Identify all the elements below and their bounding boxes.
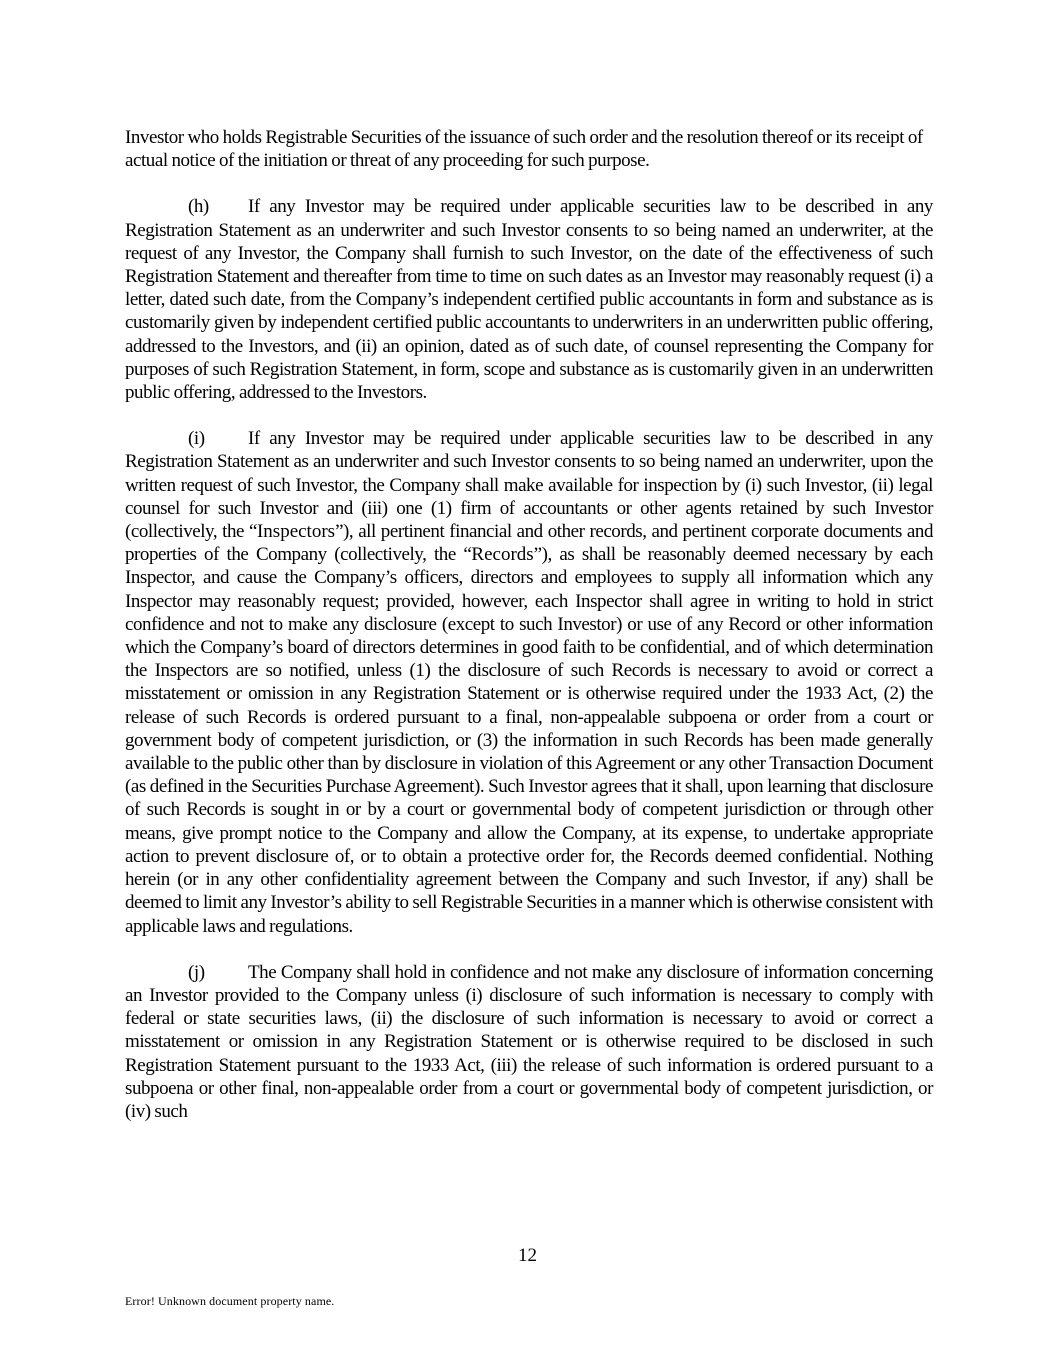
paragraph-text: If any Investor may be required under applicable securities law to be described in any Registration Statement as an underwriter and such Investor consents to so being named an underwriter, at the request of any Investor, the Company shall furnish to such Investor, on the date of the effectiveness of such Registration Statement and thereafter from time to time on such dates as an Investor may reasonably request (i) a letter, dated such date, from the Company’s independent certified public accountants in form and substance as is customarily given by independent certified public accountants to underwriters in an underwritten public offering, addressed to the Investors, and (ii) an opinion, dated as of such date, of counsel representing the Company for purposes of such Registration Statement, in form, scope and substance as is customarily given in an underwritten public offering, addressed to the Investors.: [125, 196, 933, 404]
paragraph-j: [125, 961, 933, 1123]
paragraph-h: [125, 195, 933, 404]
paragraph-i: [125, 427, 933, 937]
paragraph-continuation: [125, 126, 933, 172]
defined-term-records: Records: [471, 544, 534, 566]
defined-term-inspectors: Inspectors: [256, 521, 336, 543]
paragraph-label: (h): [188, 196, 209, 218]
paragraph-label: (i): [188, 428, 205, 450]
document-body: [125, 126, 933, 1123]
footer-note: Error! Unknown document property name.: [125, 1294, 335, 1308]
paragraph-text-part-1: If any Investor may be required under applicable securities law to be described in any Registration Statement as an underwriter and such Investor consents to so being named an underwriter, upon the written request of such Investor, the Company shall make available for inspection by (i) such Investor, (ii) legal counsel for such Investor and (iii) one (1) firm of accountants or other agents retained by such Investor (collectively, the “: [125, 428, 933, 543]
paragraph-text: Investor who holds Registrable Securities of the issuance of such order and the resolution thereof or its receipt of actual notice of the initiation or threat of any proceeding for such purpose.: [125, 127, 923, 172]
paragraph-text: The Company shall hold in confidence and not make any disclosure of information concerning an Investor provided to the Company unless (i) disclosure of such information is necessary to comply with federal or state securities laws, (ii) the disclosure of such information is necessary to avoid or correct a misstatement or omission in any Registration Statement or is otherwise required to be disclosed in such Registration Statement pursuant to the 1933 Act, (iii) the release of such information is ordered pursuant to a subpoena or other final, non-appealable order from a court or governmental body of competent jurisdiction, or (iv) such: [125, 961, 933, 1122]
paragraph-label: (j): [188, 961, 205, 983]
paragraph-text-part-3: ”), as shall be reasonably deemed necessary by each Inspector, and cause the Company’s officers, directors and employees to supply all information which any Inspector may reasonably request; provided, however, each Inspector shall agree in writing to hold in strict confidence and not to make any disclosure (except to such Investor) or use of any Record or other information which the Company’s board of directors determines in good faith to be confidential, and of which determination the Inspectors are so notified, unless (1) the disclosure of such Records is necessary to avoid or correct a misstatement or omission in any Registration Statement or is otherwise required under the 1933 Act, (2) the release of such Records is ordered pursuant to a final, non-appealable subpoena or order from a court or government body of competent jurisdiction, or (3) the information in such Records has been made generally available to the public other than by disclosure in violation of this Agreement or any other Transaction Document (as defined in the Securities Purchase Agreement). Such Investor agrees that it shall, upon learning that disclosure of such Records is sought in or by a court or governmental body of competent jurisdiction or through other means, give prompt notice to the Company and allow the Company, at its expense, to undertake appropriate action to prevent disclosure of, or to obtain a protective order for, the Records deemed confidential. Nothing herein (or in any other confidentiality agreement between the Company and such Investor, if any) shall be deemed to limit any Investor’s ability to sell Registrable Securities in a manner which is otherwise consistent with applicable laws and regulations.: [125, 544, 934, 937]
paragraph-text-part-2: ”), all pertinent financial and other records, and pertinent corporate documents and properties of the Company (collectively, the “: [125, 521, 933, 566]
page-number: 12: [518, 1245, 537, 1266]
